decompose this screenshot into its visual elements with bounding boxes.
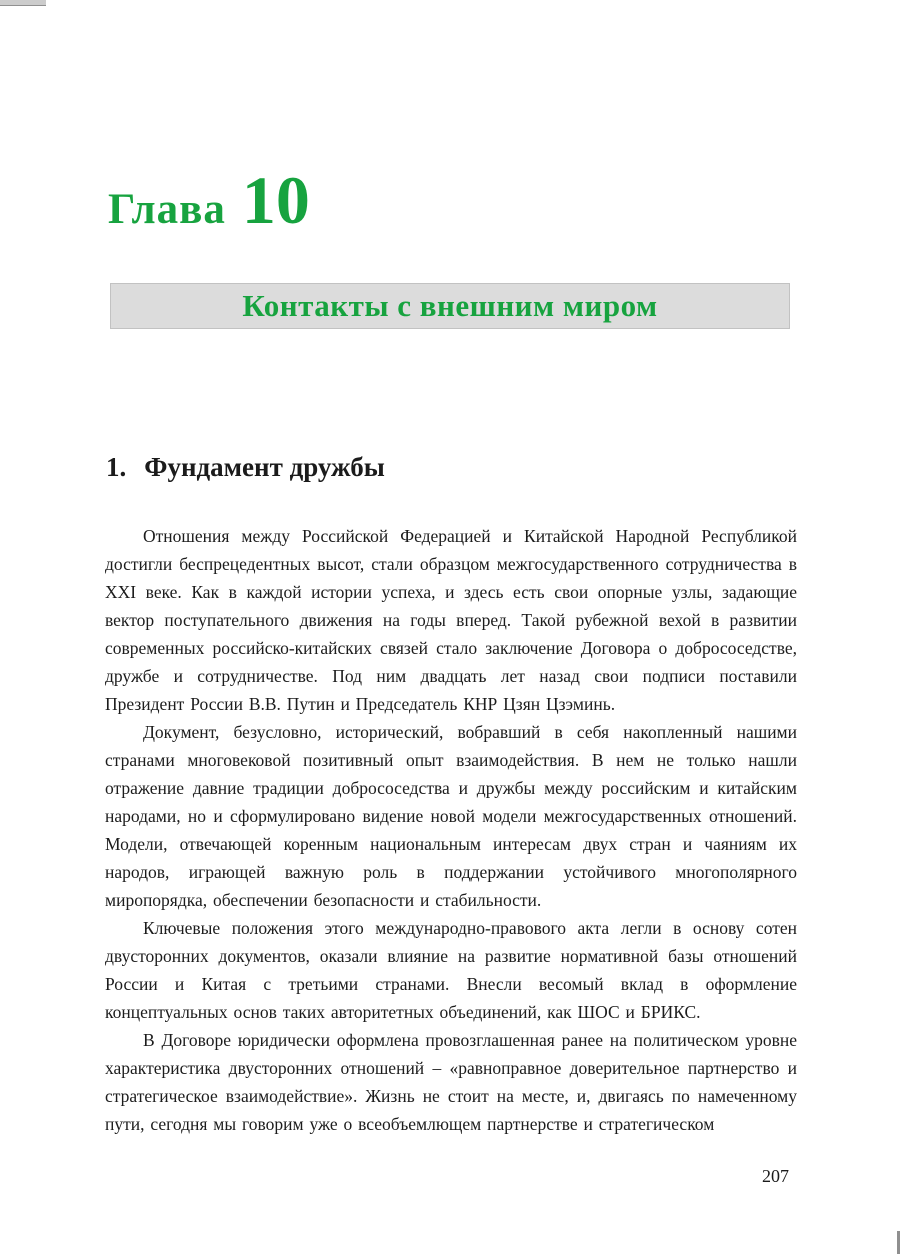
paragraph: Документ, безусловно, исторический, вобравший в себя накопленный нашими странами многовековой позитивный опыт взаимодействия. В нем не только нашли отражение давние традиции добрососедства и дружбы между российским и китайским народами, но и сформулировано видение новой модели межгосударственных отношений. Модели, отвечающей коренным национальным интересам двух стран и чаяниям их народов, играющей важную роль в поддержании устойчивого многополярного миропорядка, обеспечении безопасности и стабильности. [105,722,797,910]
chapter-title: Контакты с внешним миром [242,288,658,323]
chapter-label: Глава [108,186,226,233]
chapter-heading [108,162,310,238]
body-text [105,522,797,1138]
scan-artifact-top-left [0,0,46,6]
chapter-title-banner [110,283,790,329]
chapter-number: 10 [241,162,310,238]
section-title: Фундамент дружбы [144,452,385,482]
paragraph: В Договоре юридически оформлена провозглашенная ранее на политическом уровне характеристика двусторонних отношений – «равноправное доверительное партнерство и стратегическое взаимодействие». Жизнь не стоит на месте, и, двигаясь по намеченному пути, сегодня мы говорим уже о всеобъемлющем партнерстве и стратегическом [105,1030,797,1134]
page-number: 207 [762,1166,789,1186]
paragraph: Ключевые положения этого международно-правового акта легли в основу сотен двусторонних документов, оказали влияние на развитие нормативной базы отношений России и Китая с третьими странами. Внесли весомый вклад в оформление концептуальных основ таких авторитетных объединений, как ШОС и БРИКС. [105,918,797,1022]
paragraph: Отношения между Российской Федерацией и Китайской Народной Республикой достигли беспрецедентных высот, стали образцом межгосударственного сотрудничества в XXI веке. Как в каждой истории успеха, и здесь есть свои опорные узлы, задающие вектор поступательного движения на годы вперед. Такой рубежной вехой в развитии современных российско-китайских связей стало заключение Договора о добрососедстве, дружбе и сотрудничестве. Под ним двадцать лет назад свои подписи поставили Президент России В.В. Путин и Председатель КНР Цзян Цзэминь. [105,526,797,714]
section-number: 1. [106,452,127,482]
section-heading [106,452,385,483]
